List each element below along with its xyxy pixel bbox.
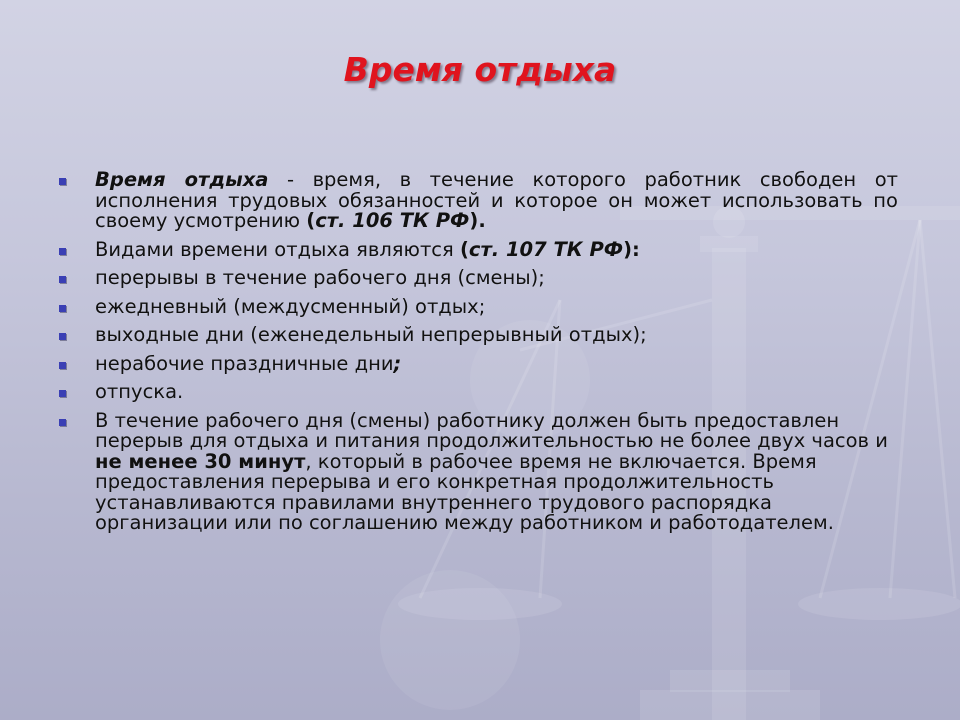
slide-title: Время отдыха <box>343 50 617 89</box>
bullet-square-icon <box>59 248 66 255</box>
item-text: отпуска. <box>95 380 184 403</box>
item-text: Видами времени отдыха являются <box>95 237 460 261</box>
list-item <box>58 170 898 232</box>
item-text: В течение рабочего дня (смены) работнику должен быть предоставлен перерыв для отдыха и питания продолжительностью не более двух часов и <box>95 408 888 452</box>
ref-close: ). <box>469 209 486 232</box>
bullet-square-icon <box>59 276 66 283</box>
item-text: ежедневный (междусменный) отдых; <box>95 294 486 318</box>
item-tail: ; <box>393 351 402 375</box>
bullet-list <box>58 170 898 542</box>
item-text: нерабочие праздничные дни <box>95 351 394 375</box>
ref-open: ( <box>459 237 469 261</box>
bullet-square-icon <box>59 362 66 369</box>
bullet-square-icon <box>59 390 66 397</box>
item-text: выходные дни (еженедельный непрерывный отдых); <box>95 323 647 346</box>
item-text: , который в рабочее время не включается. Время предоставления перерыва и его конкретная продолжительность устанавливаются правилами внутреннего трудового распорядка организации или по соглашению между работником и работодателем. <box>95 449 834 534</box>
item-text: перерывы в течение рабочего дня (смены); <box>95 266 545 289</box>
list-item <box>58 325 898 346</box>
emphasis-text: не менее 30 минут <box>95 449 306 473</box>
bullet-square-icon <box>59 419 66 426</box>
law-reference: ст. 106 ТК РФ <box>315 209 470 232</box>
ref-open: ( <box>306 209 316 232</box>
list-item <box>58 408 898 534</box>
dash: - <box>268 168 313 191</box>
list-item <box>58 268 898 289</box>
list-item <box>58 294 898 318</box>
term: Время отдыха <box>95 168 269 191</box>
bullet-square-icon <box>59 305 66 312</box>
list-item <box>58 237 898 261</box>
bullet-square-icon <box>59 178 66 185</box>
ref-close: ): <box>623 237 640 261</box>
law-reference: ст. 107 ТК РФ <box>468 237 624 261</box>
list-item <box>58 351 898 375</box>
definition-text: время, в течение которого работник свободен от исполнения трудовых обязанностей и которое он может использовать по своему усмотрению <box>95 168 898 232</box>
bullet-square-icon <box>59 333 66 340</box>
list-item <box>58 382 898 403</box>
